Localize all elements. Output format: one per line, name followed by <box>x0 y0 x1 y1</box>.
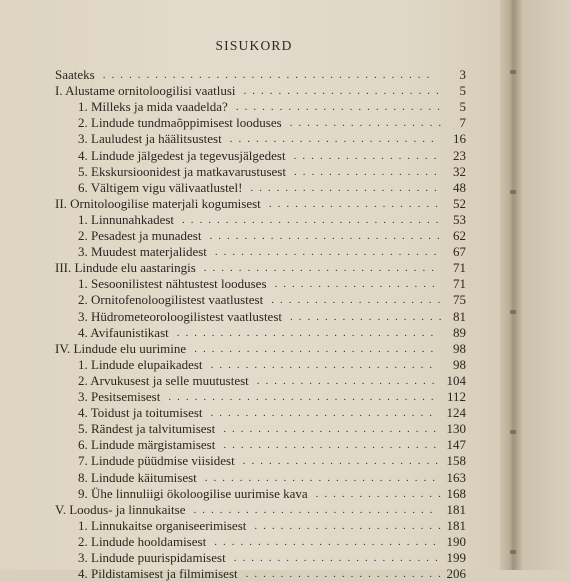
toc-entry-title: 6. Lindude märgistamisest <box>78 437 216 453</box>
toc-entry-title: 6. Vältigem vigu välivaatlustel! <box>78 179 243 195</box>
toc-entry <box>78 212 466 228</box>
toc-entry-title: V. Loodus- ja linnukaitse <box>55 501 186 517</box>
toc-entry <box>55 341 466 357</box>
dot-leader: .................... <box>271 294 447 307</box>
toc-entry <box>78 309 466 325</box>
toc-entry-title: 1. Linnukaitse organiseerimisest <box>78 517 247 533</box>
toc-page-number: 67 <box>453 244 466 260</box>
dot-leader: ...................................... <box>102 69 436 81</box>
toc-entry <box>78 244 466 260</box>
toc-entry-title: 8. Lindude käitumisest <box>78 469 197 485</box>
toc-entry-title: 4. Pildistamisest ja filmimisest <box>78 566 238 582</box>
toc-entry-title: Saateks <box>55 67 95 82</box>
dot-leader: ............................ <box>193 503 439 516</box>
dot-leader: .......................... <box>210 358 439 371</box>
toc-entry-title: 4. Avifaunistikast <box>78 324 169 340</box>
toc-page-number: 71 <box>453 260 466 276</box>
toc-page-number: 62 <box>453 228 466 243</box>
toc-page-number: 112 <box>446 389 466 404</box>
dot-leader: .............................. <box>182 213 445 226</box>
toc-entry-title: III. Lindude elu aastaringis <box>55 260 196 276</box>
toc-entry-title: 2. Arvukusest ja selle muutustest <box>78 372 249 388</box>
toc-page-number: 81 <box>453 308 466 324</box>
facing-page-edge <box>522 0 570 570</box>
page-title: SISUKORD <box>215 38 293 53</box>
dot-leader: ........................ <box>235 101 446 114</box>
toc-entry <box>78 470 466 486</box>
toc-entry <box>55 67 466 83</box>
toc-entry-title: 2. Lindude hooldamisest <box>78 533 207 549</box>
toc-page-number: 3 <box>459 67 466 82</box>
toc-entry-title: 3. Lauludest ja häälitsustest <box>78 131 222 147</box>
toc-entry-title: 9. Ühe linnuliigi ökoloogilise uurimise kava <box>78 485 308 501</box>
dot-leader: .................. <box>289 117 448 130</box>
dot-leader: ....................... <box>242 455 444 468</box>
dot-leader: ...................... <box>250 181 443 194</box>
toc-page-number: 181 <box>446 501 466 517</box>
toc-page-number: 5 <box>459 99 466 115</box>
dot-leader: ......................... <box>223 439 443 452</box>
dot-leader: ............................ <box>194 342 440 355</box>
dot-leader: .............................. <box>176 326 440 339</box>
toc-entry <box>78 373 466 389</box>
dot-leader: ........................... <box>204 471 442 484</box>
toc-entry <box>78 276 466 292</box>
dot-leader: ................. <box>293 165 443 178</box>
toc-page-number: 89 <box>453 324 466 340</box>
toc-entry <box>78 566 466 582</box>
toc-page-number: 5 <box>459 83 466 99</box>
toc-entry-title: 3. Lindude puurispidamisest <box>78 550 226 565</box>
dot-leader: ............................... <box>168 391 440 403</box>
toc-entry <box>78 357 466 373</box>
toc-entry-title: 3. Pesitsemisest <box>78 389 161 404</box>
toc-page-number: 7 <box>459 115 466 131</box>
dot-leader: ........................ <box>229 133 440 146</box>
toc-entry <box>55 260 466 276</box>
binding-stitches <box>510 0 516 570</box>
toc-page-number: 71 <box>453 276 466 292</box>
toc-entry <box>78 99 466 115</box>
toc-entry <box>78 453 466 469</box>
dot-leader: ...................... <box>254 519 447 532</box>
toc-page-number: 158 <box>446 453 466 469</box>
toc-page-number: 48 <box>453 179 466 195</box>
toc-page-number: 199 <box>446 550 466 565</box>
dot-leader: ............... <box>315 487 447 500</box>
toc-page-number: 32 <box>453 163 466 179</box>
toc-entry-title: II. Ornitoloogilise materjali kogumisest <box>55 195 261 211</box>
dot-leader: .......................... <box>214 535 442 548</box>
dot-leader: .................... <box>268 197 444 210</box>
toc-entry <box>78 228 466 244</box>
toc-page-number: 181 <box>446 517 466 533</box>
toc-entry <box>78 325 466 341</box>
toc-entry-title: 4. Toidust ja toitumisest <box>78 405 203 421</box>
toc-page-number: 53 <box>453 211 466 227</box>
toc-entry <box>78 550 466 566</box>
toc-page-number: 23 <box>453 147 466 163</box>
dot-leader: .......................... <box>210 407 439 420</box>
dot-leader: ................... <box>274 278 441 291</box>
toc-entry-title: 1. Lindude elupaikadest <box>78 356 203 372</box>
dot-leader: .................. <box>290 310 448 323</box>
toc-entry <box>55 502 466 518</box>
toc-entry <box>55 196 466 212</box>
toc-entry <box>78 131 466 147</box>
dot-leader: ........................... <box>203 262 441 275</box>
toc-page-number: 130 <box>446 421 466 437</box>
toc-entry-title: 5. Ekskursioonidest ja matkavarustusest <box>78 163 286 179</box>
toc-page-number: 16 <box>453 131 466 147</box>
toc-entry-title: 1. Sesoonilistest nähtustest looduses <box>78 276 267 292</box>
dot-leader: ................. <box>293 149 443 162</box>
toc-page-number: 104 <box>446 372 466 388</box>
dot-leader: ..................... <box>256 374 441 387</box>
toc-entry <box>78 486 466 502</box>
toc-entry <box>78 534 466 550</box>
toc-page-number: 147 <box>446 437 466 453</box>
toc-entry <box>78 148 466 164</box>
toc-entry-title: 7. Lindude püüdmise viisidest <box>78 453 235 469</box>
dot-leader: ....................... <box>243 85 445 98</box>
toc-entry <box>78 405 466 421</box>
toc-entry <box>78 164 466 180</box>
dot-leader: .......................... <box>214 246 443 259</box>
toc-entry-title: 3. Muudest materjalidest <box>78 244 207 260</box>
toc-entry <box>78 292 466 308</box>
toc-page-number: 168 <box>446 485 466 501</box>
toc-entry-title: 2. Ornitofenoloogilistest vaatlustest <box>78 292 264 308</box>
toc-entry <box>78 421 466 437</box>
toc-entry <box>78 518 466 534</box>
toc-entry <box>55 83 466 99</box>
toc-page-number: 75 <box>453 292 466 308</box>
toc-page-number: 206 <box>446 566 466 582</box>
toc-entry <box>78 389 466 405</box>
toc-page-number: 190 <box>446 533 466 549</box>
toc-entry-title: 2. Pesadest ja munadest <box>78 228 202 243</box>
toc-entry <box>78 115 466 131</box>
dot-leader: ........................ <box>233 552 444 564</box>
toc-entry-title: 5. Rändest ja talvitumisest <box>78 421 216 437</box>
toc-entry <box>78 180 466 196</box>
toc-page-number: 163 <box>446 469 466 485</box>
toc-page-number: 98 <box>453 356 466 372</box>
toc-page-number: 124 <box>446 405 466 421</box>
toc-entry-title: 2. Lindude tundmaõppimisest looduses <box>78 115 282 131</box>
toc-entry-title: 1. Linnunahkadest <box>78 211 175 227</box>
dot-leader: ........................... <box>209 230 446 242</box>
dot-leader: ....................... <box>245 568 447 581</box>
toc-page-number: 52 <box>453 195 466 211</box>
dot-leader: ......................... <box>223 423 442 436</box>
toc-page-number: 98 <box>453 340 466 356</box>
toc-entry-title: 3. Hüdrometeoroloogilistest vaatlustest <box>78 308 282 324</box>
toc-entry <box>78 437 466 453</box>
toc-entry-title: 1. Milleks ja mida vaadelda? <box>78 99 228 115</box>
toc-entry-title: I. Alustame ornitoloogilisi vaatlusi <box>55 83 236 99</box>
toc-entry-title: IV. Lindude elu uurimine <box>55 340 187 356</box>
toc-entry-title: 4. Lindude jälgedest ja tegevusjälgedest <box>78 147 286 163</box>
